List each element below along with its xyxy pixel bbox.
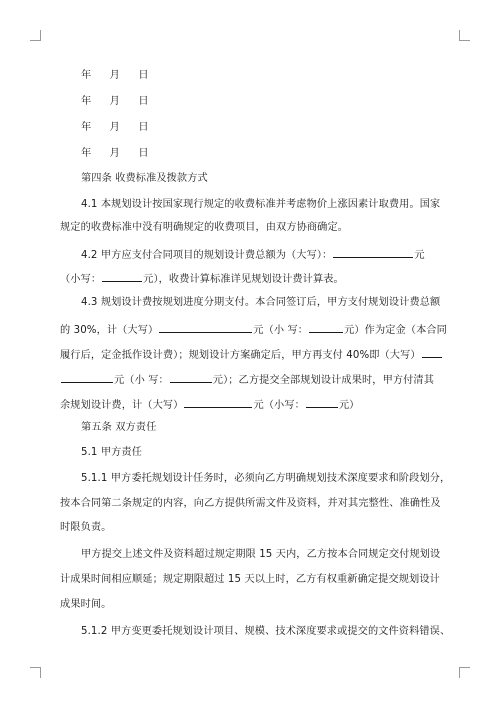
text-run: 元），收费计算标准详见规划设计费计算表。 <box>143 274 344 285</box>
text-run: 元） <box>338 400 360 411</box>
fill-in-blank[interactable] <box>309 321 343 333</box>
paragraph-delay-line: 计成果时间相应顺延；规定期限超过 15 天以上时，乙方有权重新确定提交规划设计 <box>60 574 440 585</box>
paragraph-delay-line: 甲方提交上述文件及资料超过规定期限 15 天内，乙方按本合同规定交付规划设 <box>81 549 441 560</box>
fill-in-blank[interactable] <box>170 371 212 383</box>
text-run: 元）；乙方提交全部规划设计成果时，甲方付清其 <box>212 375 435 386</box>
paragraph-5-1-1-line: 时限负责。 <box>60 522 112 533</box>
date-line: 年 月 日 <box>81 70 149 81</box>
text-run: 元（小 写： <box>114 375 169 386</box>
date-line: 年 月 日 <box>81 148 149 159</box>
paragraph-5-1-1-line: 5.1.1 甲方委托规划设计任务时，必须向乙方明确规划技术深度要求和阶段划分， <box>81 473 451 484</box>
crop-mark-bottom-left <box>30 667 41 678</box>
fill-in-blank[interactable] <box>184 396 252 408</box>
paragraph-4-3-line <box>60 396 450 413</box>
crop-mark-top-right <box>459 30 470 41</box>
fill-in-blank[interactable] <box>61 371 113 383</box>
section-5-1-heading: 5.1 甲方责任 <box>81 447 142 458</box>
text-run: 元（小 写： <box>253 325 309 336</box>
fill-in-blank[interactable] <box>102 270 142 282</box>
article-5-heading: 第五条 双方责任 <box>81 422 157 433</box>
paragraph-4-2-line <box>81 246 471 263</box>
paragraph-4-2-line <box>60 270 450 287</box>
paragraph-4-3-line: 4.3 规划设计费按规划进度分期支付。本合同签订后，甲方支付规划设计费总额 <box>81 297 441 308</box>
paragraph-5-1-2-line: 5.1.2 甲方变更委托规划设计项目、规模、技术深度要求或提交的文件资料错误、 <box>81 626 451 637</box>
crop-mark-bottom-right <box>459 667 470 678</box>
text-run: 4.2 甲方应支付合同项目的规划设计费总额为（大写）： <box>81 250 333 261</box>
text-run: 余规划设计费，计（大写） <box>60 400 184 411</box>
text-run: 元 <box>414 250 425 261</box>
text-run: 元）作为定金（本合同 <box>344 325 447 336</box>
fill-in-blank[interactable] <box>159 321 252 333</box>
crop-mark-top-left <box>30 30 41 41</box>
date-line: 年 月 日 <box>81 122 149 133</box>
text-run: （小写： <box>60 274 102 285</box>
article-4-heading: 第四条 收费标准及拨款方式 <box>81 173 208 184</box>
text-run: 元（小写： <box>253 400 305 411</box>
date-line: 年 月 日 <box>81 96 149 107</box>
paragraph-delay-line: 成果时间。 <box>60 599 112 610</box>
fill-in-blank[interactable] <box>422 346 442 358</box>
paragraph-4-3-line <box>60 321 450 338</box>
paragraph-4-1-line: 4.1 本规划设计按国家现行规定的收费标准并考虑物价上涨因素计取费用。国家 <box>81 199 441 210</box>
paragraph-4-3-line <box>60 346 450 363</box>
paragraph-4-1-line: 规定的收费标准中没有明确规定的收费项目，由双方协商确定。 <box>60 222 349 233</box>
text-run: 履行后，定金抵作设计费）；规划设计方案确定后，甲方再支付 40%即（大写） <box>60 350 421 361</box>
paragraph-5-1-1-line: 按本合同第二条规定的内容，向乙方提供所需文件及资料，并对其完整性、准确性及 <box>60 498 441 509</box>
fill-in-blank[interactable] <box>333 246 413 258</box>
paragraph-4-3-line <box>60 371 450 388</box>
text-run: 的 30%，计（大写） <box>60 325 159 336</box>
fill-in-blank[interactable] <box>306 396 338 408</box>
